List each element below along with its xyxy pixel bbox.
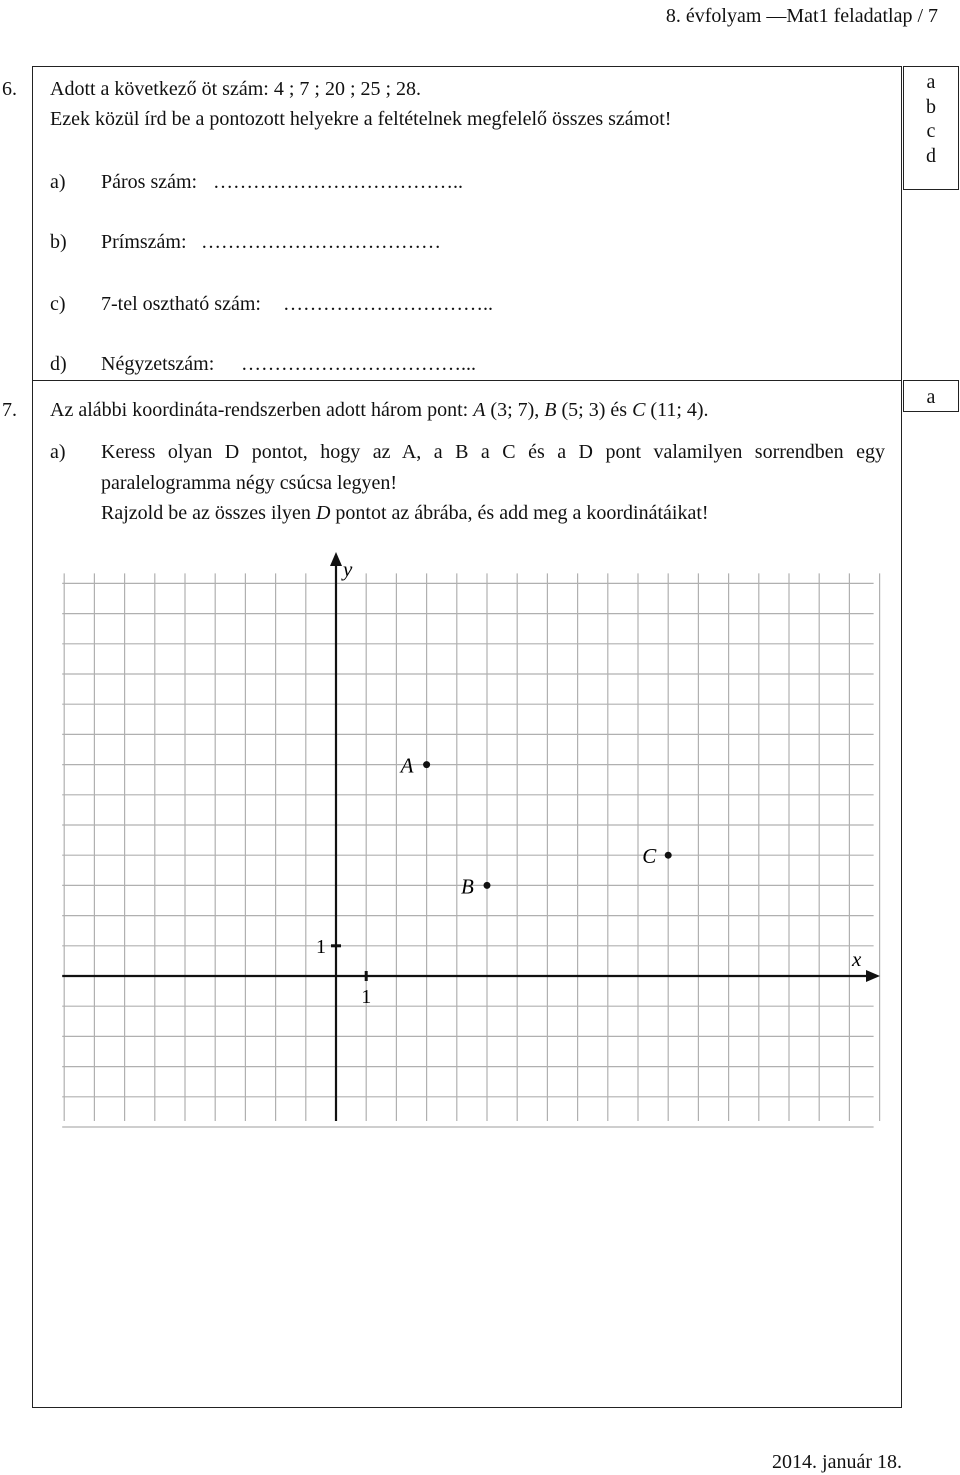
q7-item-a-line3: Rajzold be az összes ilyen D pontot az ábrába, és add meg a koordinátáikat! [101,502,709,524]
score-letter-a: a [926,71,936,93]
grid-lines [62,573,879,1127]
score-letter-b: b [926,95,936,118]
q6-item-a-label: a) [50,171,66,193]
q6-item-b-answer-field[interactable]: ……………………………… [201,231,441,253]
point-a [423,761,430,768]
point-marks [399,754,672,899]
score-letter-c: c [926,120,936,142]
page-footer: 2014. január 18. [772,1451,902,1473]
x-axis-arrow [866,970,880,982]
q6-item-c-text: 7-tel osztható szám: [101,293,261,315]
point-label-c: C [642,844,657,869]
q6-item-b-text: Prímszám: [101,231,187,253]
q6-item-c-label: c) [50,293,66,315]
page-header: 8. évfolyam —Mat1 feladatlap / 7 [665,5,938,27]
x-tick-label: 1 [361,986,372,1008]
point-c [665,852,672,859]
q6-instruction: Ezek közül írd be a pontozott helyekre a feltételnek megfelelő összes számot! [50,108,672,130]
q6-item-a-answer-field[interactable]: ……………………………….. [213,171,463,193]
y-tick-label: 1 [316,935,326,958]
q6-statement: Adott a következő öt szám: 4 ; 7 ; 20 ; 25 ; 28. [50,78,422,100]
score-letter-a: a [926,386,936,408]
q7-item-a-line2: paralelogramma négy csúcsa legyen! [101,472,397,494]
q6-item-d-answer-field[interactable]: ……………………………... [241,353,476,375]
q7-item-a-line1: Keress olyan D pontot, hogy az A, a B a C és a D pont valamilyen sorrendben egy [101,441,885,463]
q6-item-d-text: Négyzetszám: [101,353,215,375]
score-letter-d: d [926,144,936,167]
q6-item-d-label: d) [50,353,67,375]
point-label-a: A [400,753,414,778]
x-axis-label: x [852,947,862,971]
q6-item-c-answer-field[interactable]: ………………………….. [283,293,493,315]
q6-item-b-label: b) [50,231,67,253]
question-number-6: 6. [2,78,17,100]
y-axis-label: y [343,557,353,581]
q7-statement: Az alábbi koordináta-rendszerben adott három pont: A (3; 7), B (5; 3) és C (11; 4). [50,399,709,421]
q7-item-a-label: a) [50,441,66,463]
y-axis-arrow [330,552,342,566]
point-b [484,882,491,889]
q6-item-a-text: Páros szám: [101,171,198,193]
question-number-7: 7. [2,399,17,421]
point-label-b: B [461,874,474,899]
